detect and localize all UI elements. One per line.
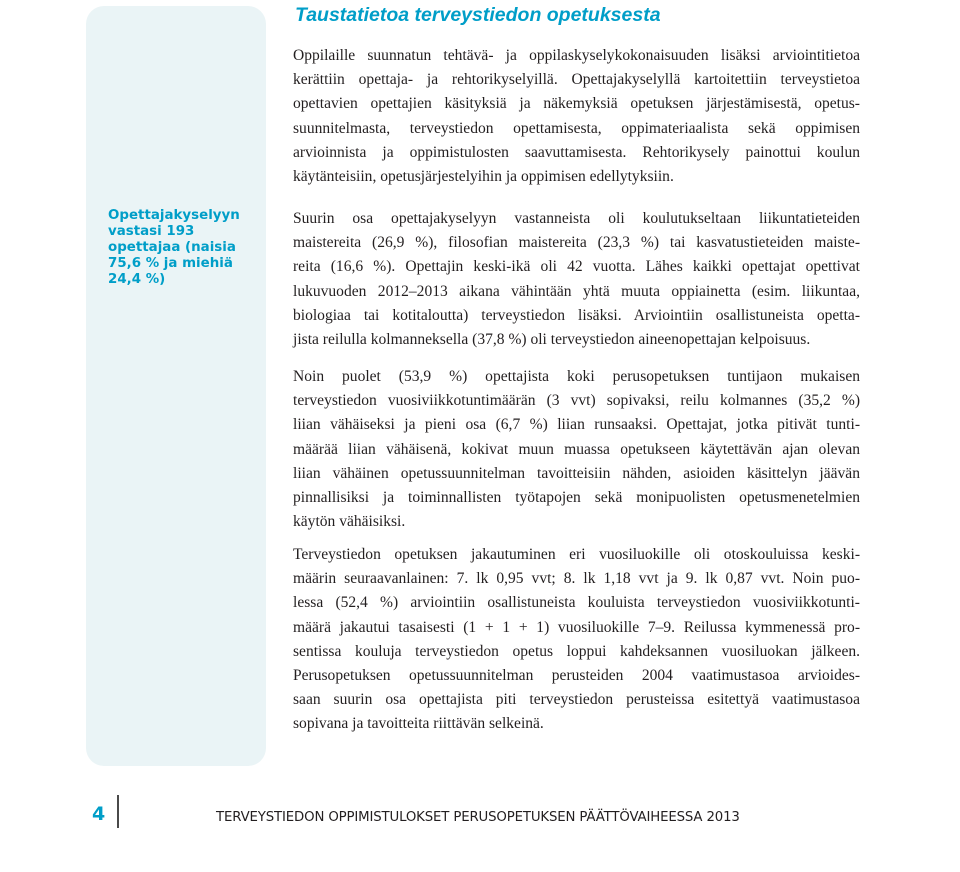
text-line: sentissa kouluja terveystiedon opetus loppui kahdeksannen vuosiluokan jälkeen. [293, 642, 860, 660]
text-line: pinnallisiksi ja toiminnallisten työtapojen sekä monipuolisten opetusmenetelmien [293, 489, 860, 507]
text-line: liian vähäiseksi ja pieni osa (6,7 %) liian runsaaksi. Opettajat, jotka pitivät tunti- [293, 416, 860, 434]
text-line: liian vähäinen opetussuunnitelman tavoitteisiin nähden, asioiden käsittelyn jäävän [293, 464, 860, 482]
text-line: lessa (52,4 %) arviointiin osallistuneista kouluista terveystiedon vuosiviikkotunti- [293, 594, 860, 612]
text-line: käytänteisiin, opetusjärjestelyihin ja oppimisen edellytyksiin. [293, 168, 674, 186]
text-line: määrää liian vähäisenä, kokivat muun muassa opetukseen käytettävän ajan olevan [293, 440, 860, 458]
text-line: määrin seuraavanlainen: 7. lk 0,95 vvt; 8. lk 1,18 vvt ja 9. lk 0,87 vvt. Noin puo- [293, 570, 860, 588]
sidebar-panel [86, 6, 266, 766]
text-line: saan suurin osa opettajista piti terveystiedon perusteissa esitettyä vaatimustasoa [293, 691, 860, 709]
sidebar-note: Opettajakyselyyn vastasi 193 opettajaa (naisia 75,6 % ja miehiä 24,4 %) [108, 208, 240, 287]
text-line: Terveystiedon opetuksen jakautuminen eri vuosiluokille oli otoskouluissa keski- [293, 546, 860, 563]
text-line: sopivana ja tavoitteita riittävän selkeinä. [293, 715, 544, 733]
text-line: Perusopetuksen opetussuunnitelman perusteiden 2004 vaatimustasoa arvioides- [293, 667, 860, 685]
text-line: Noin puolet (53,9 %) opettajista koki perusopetuksen tuntijaon mukaisen [293, 368, 860, 385]
footer-divider [117, 795, 119, 828]
text-line: opettavien opettajien käsityksiä ja näkemyksiä opetuksen järjestämisestä, opetus- [293, 95, 860, 113]
paragraph-teacher-background [293, 207, 860, 352]
paragraph-grade-distribution [293, 543, 860, 737]
text-line: kerättiin opettaja- ja rehtorikyselyillä. Opettajakyselyllä kartoitettiin terveystietoa [293, 71, 860, 89]
text-line: biologiaa tai kotitaloutta) terveystiedon lisäksi. Arviointiin osallistuneista opetta- [293, 306, 860, 324]
paragraph-survey-methods [293, 44, 860, 189]
text-line: jista reilulla kolmanneksella (37,8 %) oli terveystiedon aineenopettajan kelpoisuus. [293, 331, 811, 349]
section-title: Taustatietoa terveystiedon opetuksesta [295, 4, 661, 26]
text-line: arvioinnista ja oppimistulosten saavuttamisesta. Rehtorikysely painottui koulun [293, 143, 860, 161]
text-line: maistereita (26,9 %), filosofian maistereita (23,3 %) tai kasvatustieteiden maiste- [293, 234, 860, 252]
text-line: lukuvuoden 2012–2013 aikana vähintään yhtä muuta oppiainetta (esim. liikuntaa, [293, 282, 860, 300]
text-line: Suurin osa opettajakyselyyn vastanneista oli koulutukseltaan liikuntatieteiden [293, 210, 860, 227]
footer-publication-title: TERVEYSTIEDON OPPIMISTULOKSET PERUSOPETUKSEN PÄÄTTÖVAIHEESSA 2013 [216, 810, 740, 825]
text-line: käytön vähäisiksi. [293, 513, 406, 531]
text-line: reita (16,6 %). Opettajin keski-ikä oli 42 vuotta. Lähes kaikki opettajat opettivat [293, 258, 860, 276]
text-line: suunnitelmasta, terveystiedon opettamisesta, oppimateriaalista sekä oppimisen [293, 119, 860, 137]
text-line: määrä jakautui tasaisesti (1 + 1 + 1) vuosiluokille 7–9. Reilussa kymmenessä pro- [293, 618, 860, 636]
paragraph-lesson-hours [293, 365, 860, 534]
page-number: 4 [92, 803, 106, 825]
text-line: Oppilaille suunnatun tehtävä- ja oppilaskyselykokonaisuuden lisäksi arviointitietoa [293, 47, 860, 64]
text-line: terveystiedon vuosiviikkotuntimäärän (3 vvt) sopivaksi, reilu kolmannes (35,2 %) [293, 392, 860, 410]
